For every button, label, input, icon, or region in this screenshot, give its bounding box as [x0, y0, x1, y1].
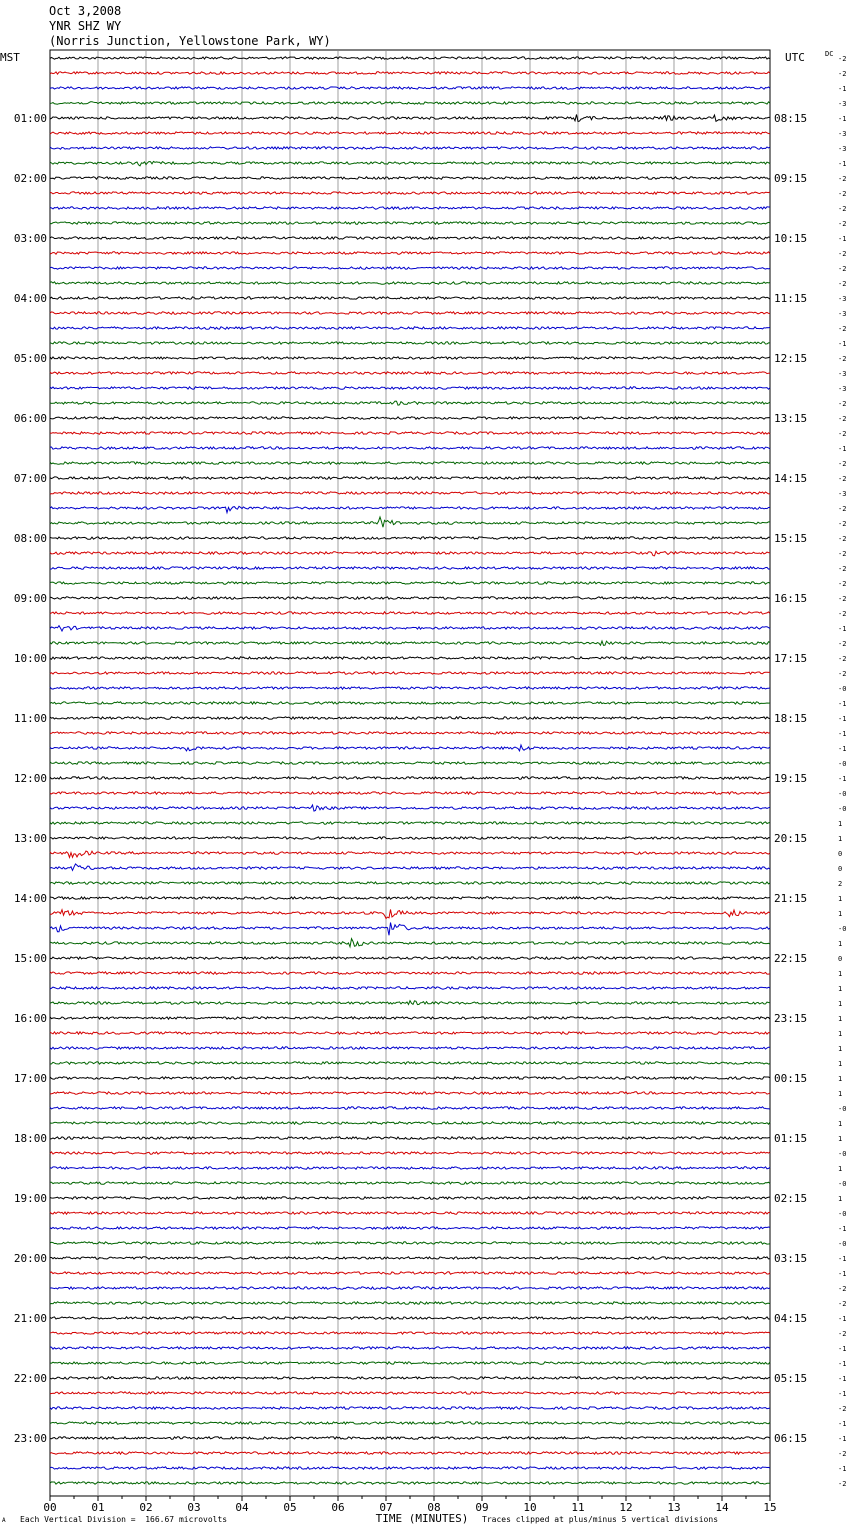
dc-offset-label: -3 [838, 310, 847, 318]
dc-offset-label: -0 [838, 925, 847, 933]
dc-offset-label: -2 [838, 1480, 847, 1488]
left-hour-label: 20:00 [13, 1252, 47, 1265]
dc-offset-label: -2 [838, 400, 847, 408]
x-tick-label: 01 [91, 1501, 105, 1514]
right-hour-label: 14:15 [774, 472, 808, 485]
dc-offset-label: 1 [838, 910, 843, 918]
seismic-trace [50, 1482, 770, 1484]
dc-offset-label: -1 [838, 775, 847, 783]
dc-offset-label: -2 [838, 670, 847, 678]
seismic-trace [50, 939, 770, 947]
right-hour-label: 17:15 [774, 652, 808, 665]
dc-offset-label: -2 [838, 1450, 847, 1458]
left-hour-label: 17:00 [13, 1072, 47, 1085]
left-hour-label: 07:00 [13, 472, 47, 485]
dc-offset-label: 1 [838, 1120, 843, 1128]
right-hour-label: 00:15 [774, 1072, 808, 1085]
dc-offset-label: -1 [838, 1420, 847, 1428]
seismic-trace [50, 252, 770, 254]
seismic-trace [50, 792, 770, 794]
seismic-trace [50, 1152, 770, 1154]
seismic-trace [50, 1452, 770, 1454]
left-hour-label: 23:00 [13, 1432, 47, 1445]
dc-offset-label: 0 [838, 850, 843, 858]
seismic-trace [50, 401, 770, 405]
seismic-trace [50, 1227, 770, 1229]
seismic-trace [50, 192, 770, 194]
left-hour-label: 02:00 [13, 172, 47, 185]
dc-offset-label: -1 [838, 340, 847, 348]
seismic-trace [50, 1212, 770, 1214]
dc-offset-label: -2 [838, 175, 847, 183]
dc-offset-label: -1 [838, 1390, 847, 1398]
left-hour-label: 03:00 [13, 232, 47, 245]
seismic-trace [50, 492, 770, 494]
seismic-trace [50, 312, 770, 314]
left-hour-label: 10:00 [13, 652, 47, 665]
dc-offset-label: -2 [838, 640, 847, 648]
dc-offset-label: 1 [838, 1030, 843, 1038]
left-hour-label: 13:00 [13, 832, 47, 845]
seismic-trace [50, 506, 770, 512]
x-tick-label: 14 [715, 1501, 729, 1514]
right-hour-label: 11:15 [774, 292, 808, 305]
seismic-trace [50, 1392, 770, 1394]
seismic-trace [50, 282, 770, 284]
dc-offset-label: -0 [838, 685, 847, 693]
dc-offset-label: -1 [838, 445, 847, 453]
seismic-trace [50, 805, 770, 811]
seismic-trace [50, 1032, 770, 1034]
dc-offset-label: 1 [838, 1075, 843, 1083]
dc-offset-label: -0 [838, 760, 847, 768]
left-hour-label: 22:00 [13, 1372, 47, 1385]
x-tick-label: 11 [571, 1501, 585, 1514]
dc-offset-label: -2 [838, 595, 847, 603]
x-tick-label: 09 [475, 1501, 489, 1514]
x-axis-label: TIME (MINUTES) [375, 1512, 469, 1525]
seismic-trace [50, 1001, 770, 1005]
seismic-trace [50, 357, 770, 359]
left-hour-label: 18:00 [13, 1132, 47, 1145]
seismic-trace [50, 582, 770, 584]
dc-offset-label: 1 [838, 1000, 843, 1008]
seismic-trace [50, 57, 770, 59]
right-hour-label: 18:15 [774, 712, 808, 725]
seismic-trace [50, 717, 770, 719]
right-hour-label: 01:15 [774, 1132, 808, 1145]
dc-offset-label: -3 [838, 145, 847, 153]
seismic-trace [50, 1197, 770, 1199]
x-tick-label: 00 [43, 1501, 57, 1514]
dc-offset-label: -2 [838, 430, 847, 438]
left-timezone-label: MST [0, 51, 20, 64]
x-tick-label: 15 [763, 1501, 777, 1514]
seismic-trace [50, 837, 770, 839]
seismic-trace [50, 702, 770, 704]
dc-offset-label: -1 [838, 160, 847, 168]
seismic-trace [50, 1347, 770, 1349]
seismic-trace [50, 745, 770, 751]
dc-offset-label: -2 [838, 205, 847, 213]
right-hour-label: 08:15 [774, 112, 808, 125]
x-tick-label: 02 [139, 1501, 153, 1514]
dc-offset-label: -2 [838, 70, 847, 78]
dc-offset-label: 1 [838, 1135, 843, 1143]
seismic-trace [50, 72, 770, 74]
seismic-trace [50, 447, 770, 449]
x-tick-label: 13 [667, 1501, 681, 1514]
dc-offset-label: -2 [838, 535, 847, 543]
dc-offset-label: -2 [838, 505, 847, 513]
dc-offset-label: -1 [838, 1375, 847, 1383]
seismic-trace [50, 222, 770, 224]
right-hour-label: 22:15 [774, 952, 808, 965]
left-hour-label: 16:00 [13, 1012, 47, 1025]
dc-offset-label: -2 [838, 520, 847, 528]
seismic-trace [50, 987, 770, 989]
dc-offset-label: -1 [838, 715, 847, 723]
right-hour-label: 23:15 [774, 1012, 808, 1025]
dc-offset-label: -0 [838, 1180, 847, 1188]
seismic-trace [50, 1467, 770, 1469]
seismic-trace [50, 687, 770, 689]
dc-offset-label: -1 [838, 625, 847, 633]
left-hour-label: 01:00 [13, 112, 47, 125]
seismic-trace [50, 297, 770, 299]
left-hour-label: 12:00 [13, 772, 47, 785]
right-hour-label: 04:15 [774, 1312, 808, 1325]
dc-offset-label: -2 [838, 280, 847, 288]
seismic-trace [50, 777, 770, 779]
dc-offset-label: -2 [838, 220, 847, 228]
dc-header-label: DC [825, 50, 834, 58]
seismic-trace [50, 957, 770, 959]
left-hour-label: 21:00 [13, 1312, 47, 1325]
seismic-trace [50, 372, 770, 374]
seismic-trace [50, 1077, 770, 1079]
dc-offset-label: -2 [838, 250, 847, 258]
seismic-trace [50, 1137, 770, 1139]
seismic-trace [50, 851, 770, 857]
left-hour-label: 06:00 [13, 412, 47, 425]
seismic-trace [50, 432, 770, 434]
seismic-trace [50, 1092, 770, 1094]
scale-note: Each Vertical Division = 166.67 microvolts [20, 1515, 228, 1524]
right-hour-label: 10:15 [774, 232, 808, 245]
seismic-trace [50, 626, 770, 631]
dc-offset-label: -2 [838, 325, 847, 333]
seismic-trace [50, 1377, 770, 1379]
dc-offset-label: -0 [838, 1105, 847, 1113]
seismic-trace [50, 923, 770, 936]
left-hour-label: 19:00 [13, 1192, 47, 1205]
dc-offset-label: -1 [838, 745, 847, 753]
left-hour-label: 05:00 [13, 352, 47, 365]
seismic-trace [50, 551, 770, 556]
dc-offset-label: 1 [838, 895, 843, 903]
dc-offset-label: 1 [838, 985, 843, 993]
seismic-trace [50, 1107, 770, 1109]
seismic-trace [50, 237, 770, 239]
seismic-trace [50, 477, 770, 479]
dc-offset-label: 1 [838, 1195, 843, 1203]
right-hour-label: 03:15 [774, 1252, 808, 1265]
dc-offset-label: -0 [838, 1150, 847, 1158]
dc-offset-label: 1 [838, 1060, 843, 1068]
seismic-trace [50, 537, 770, 539]
right-hour-label: 02:15 [774, 1192, 808, 1205]
seismic-trace [50, 597, 770, 599]
x-tick-label: 05 [283, 1501, 297, 1514]
seismic-trace [50, 910, 770, 919]
seismic-trace [50, 1272, 770, 1274]
right-hour-label: 21:15 [774, 892, 808, 905]
seismic-trace [50, 115, 770, 122]
dc-offset-label: -1 [838, 1465, 847, 1473]
left-hour-label: 09:00 [13, 592, 47, 605]
dc-offset-label: -1 [838, 235, 847, 243]
dc-offset-label: -1 [838, 1270, 847, 1278]
dc-offset-label: -3 [838, 130, 847, 138]
dc-offset-label: -2 [838, 190, 847, 198]
station-code: YNR SHZ WY [49, 19, 122, 33]
dc-offset-label: -2 [838, 55, 847, 63]
seismic-trace [50, 161, 770, 166]
x-tick-label: 08 [427, 1501, 441, 1514]
seismic-trace [50, 267, 770, 269]
dc-offset-label: -2 [838, 1285, 847, 1293]
dc-offset-label: -3 [838, 385, 847, 393]
x-tick-label: 04 [235, 1501, 249, 1514]
dc-offset-label: 1 [838, 1015, 843, 1023]
dc-offset-label: -1 [838, 730, 847, 738]
dc-offset-label: -3 [838, 295, 847, 303]
dc-offset-label: -2 [838, 1405, 847, 1413]
seismic-trace [50, 672, 770, 674]
right-timezone-label: UTC [785, 51, 805, 64]
seismic-trace [50, 207, 770, 209]
left-hour-label: 14:00 [13, 892, 47, 905]
dc-offset-label: -3 [838, 100, 847, 108]
right-hour-label: 13:15 [774, 412, 808, 425]
seismic-trace [50, 1362, 770, 1364]
dc-offset-label: -3 [838, 370, 847, 378]
dc-offset-label: 0 [838, 955, 843, 963]
clip-note: Traces clipped at plus/minus 5 vertical divisions [482, 1515, 719, 1524]
dc-offset-label: 1 [838, 1045, 843, 1053]
dc-offset-label: -1 [838, 1435, 847, 1443]
seismic-trace [50, 1017, 770, 1019]
dc-offset-label: 1 [838, 835, 843, 843]
dc-offset-label: 1 [838, 940, 843, 948]
seismic-trace [50, 1302, 770, 1304]
seismic-trace [50, 732, 770, 734]
dc-offset-label: -1 [838, 1360, 847, 1368]
seismic-trace [50, 387, 770, 389]
right-hour-label: 16:15 [774, 592, 808, 605]
dc-offset-label: -2 [838, 610, 847, 618]
seismic-trace [50, 657, 770, 659]
seismic-trace [50, 1047, 770, 1049]
right-hour-label: 19:15 [774, 772, 808, 785]
dc-offset-label: -0 [838, 790, 847, 798]
seismic-trace [50, 1437, 770, 1439]
dc-offset-label: -1 [838, 1255, 847, 1263]
dc-offset-label: -2 [838, 1330, 847, 1338]
seismic-trace [50, 102, 770, 104]
seismic-trace [50, 327, 770, 329]
right-hour-label: 12:15 [774, 352, 808, 365]
record-date: Oct 3,2008 [49, 4, 122, 18]
seismic-trace [50, 1407, 770, 1409]
dc-offset-label: -2 [838, 565, 847, 573]
dc-offset-label: -2 [838, 415, 847, 423]
left-hour-label: 04:00 [13, 292, 47, 305]
dc-offset-label: -1 [838, 1345, 847, 1353]
dc-offset-label: 2 [838, 880, 843, 888]
left-hour-label: 08:00 [13, 532, 47, 545]
dc-offset-label: 1 [838, 970, 843, 978]
left-hour-label: 11:00 [13, 712, 47, 725]
seismic-trace [50, 897, 770, 899]
seismic-trace [50, 1287, 770, 1289]
dc-offset-label: -2 [838, 580, 847, 588]
dc-offset-label: -2 [838, 265, 847, 273]
seismic-trace [50, 762, 770, 764]
x-tick-label: 06 [331, 1501, 345, 1514]
corner-mark: A [2, 1517, 6, 1524]
seismic-trace [50, 517, 770, 527]
right-hour-label: 06:15 [774, 1432, 808, 1445]
dc-offset-label: -0 [838, 1210, 847, 1218]
dc-offset-label: 1 [838, 1165, 843, 1173]
dc-offset-label: -0 [838, 1240, 847, 1248]
seismic-trace [50, 462, 770, 464]
right-hour-label: 20:15 [774, 832, 808, 845]
right-hour-label: 09:15 [774, 172, 808, 185]
seismic-trace [50, 864, 770, 871]
seismic-trace [50, 1332, 770, 1334]
station-location: (Norris Junction, Yellowstone Park, WY) [49, 34, 331, 48]
dc-offset-label: -2 [838, 550, 847, 558]
seismic-trace [50, 972, 770, 974]
seismic-trace [50, 87, 770, 89]
dc-offset-label: -1 [838, 1225, 847, 1233]
seismic-trace [50, 177, 770, 179]
dc-offset-label: -2 [838, 655, 847, 663]
dc-offset-label: 1 [838, 820, 843, 828]
dc-offset-label: -2 [838, 355, 847, 363]
seismic-trace [50, 342, 770, 344]
seismic-trace [50, 882, 770, 884]
dc-offset-label: -2 [838, 1300, 847, 1308]
dc-offset-label: -2 [838, 475, 847, 483]
dc-offset-label: -2 [838, 460, 847, 468]
dc-offset-label: -0 [838, 805, 847, 813]
dc-offset-label: -1 [838, 85, 847, 93]
x-tick-label: 10 [523, 1501, 537, 1514]
seismic-trace [50, 1317, 770, 1319]
seismic-trace [50, 1242, 770, 1244]
dc-offset-label: 1 [838, 1090, 843, 1098]
seismic-trace [50, 147, 770, 149]
seismic-trace [50, 612, 770, 614]
seismic-trace [50, 641, 770, 645]
seismic-trace [50, 1062, 770, 1064]
seismic-trace [50, 1122, 770, 1124]
x-tick-label: 03 [187, 1501, 201, 1514]
dc-offset-label: -1 [838, 700, 847, 708]
seismic-trace [50, 1422, 770, 1424]
dc-offset-label: -1 [838, 1315, 847, 1323]
seismic-trace [50, 1167, 770, 1169]
seismic-trace [50, 822, 770, 824]
seismic-trace [50, 132, 770, 134]
right-hour-label: 15:15 [774, 532, 808, 545]
seismic-trace [50, 567, 770, 569]
dc-offset-label: -3 [838, 490, 847, 498]
seismic-trace [50, 1182, 770, 1184]
dc-offset-label: 0 [838, 865, 843, 873]
x-tick-label: 07 [379, 1501, 393, 1514]
seismic-trace [50, 1257, 770, 1259]
dc-offset-label: -1 [838, 115, 847, 123]
left-hour-label: 15:00 [13, 952, 47, 965]
x-tick-label: 12 [619, 1501, 633, 1514]
right-hour-label: 05:15 [774, 1372, 808, 1385]
seismic-trace [50, 417, 770, 419]
